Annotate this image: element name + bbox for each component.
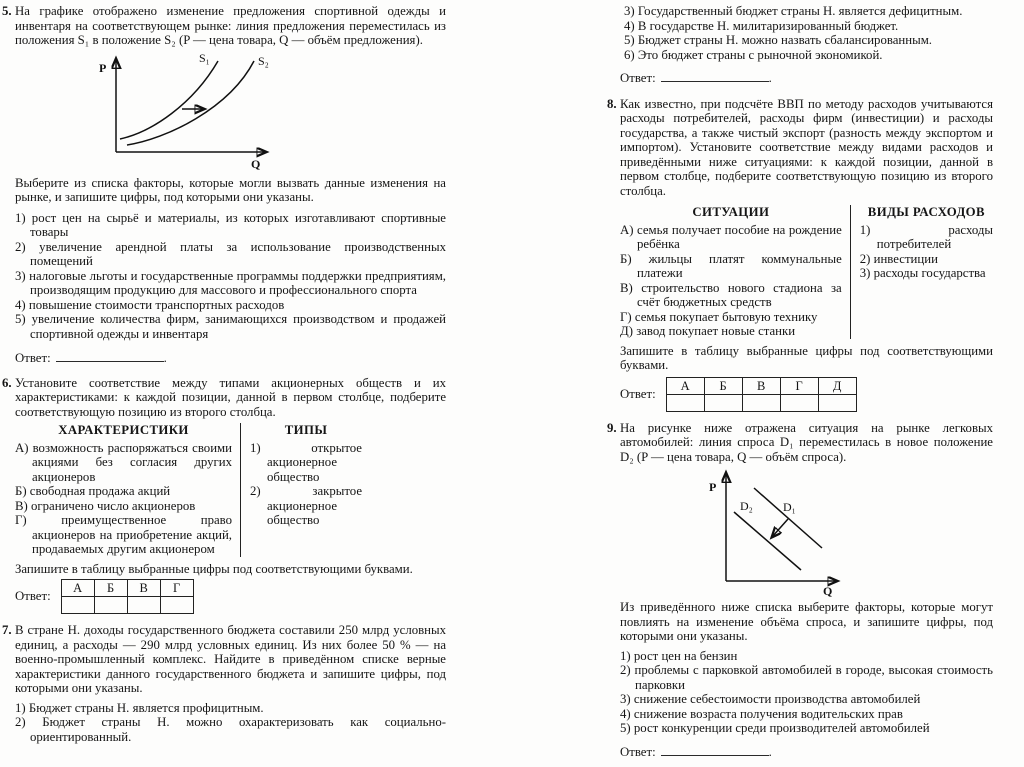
answer-label: Ответ: [15,351,51,365]
option-item: 1) рост цен на сырьё и материалы, из которых изготавливают спортивные товары [15,210,446,239]
question-8-write-note: Запишите в таблицу выбранные цифры под соответствующими буквами. [620,343,993,372]
types-header: ТИПЫ [284,423,328,437]
option-item: 6) Это бюджет страны с рыночной экономикой. [624,47,883,62]
answer-header-cell: Б [94,580,127,597]
answer-line-q7 [620,69,993,86]
question-8-number: 8. [607,96,617,111]
demand-shift-graph [700,466,993,596]
answer-header-cell: В [742,377,780,394]
match-item: Б) свободная продажа акций [15,484,171,498]
option-item: 1) рост цен на бензин [620,648,738,663]
question-5-prompt: Выберите из списка факторы, которые могли вызвать данные изменения на рынке, и запишите цифры, под которыми они указаны. [15,175,446,204]
question-7-options [15,701,446,745]
question-5 [2,4,446,48]
answer-label: Ответ: [15,589,51,604]
option-item: 3) налоговые льготы и государственные программы поддержки предприятиям, производящим продукцию для массового и профессионального спорта [15,268,446,297]
answer-cell [780,394,818,411]
option-item: 5) рост конкуренции среди производителей автомобилей [620,721,930,735]
option-item: 2) проблемы с парковкой автомобилей в городе, высокая стоимость парковки [620,663,993,692]
expense-types-header: ВИДЫ РАСХОДОВ [867,205,985,219]
option-item: 3) снижение себестоимости производства автомобилей [620,692,921,706]
question-5-options [15,211,446,342]
d1-label: D₁ [783,500,796,514]
question-7-options-continued [624,4,993,62]
match-item: 2) закрытое акционерное общество [250,484,362,527]
answer-cell [61,597,94,614]
answer-cell [818,394,856,411]
answer-blank [661,743,769,756]
question-9-prompt: Из приведённого ниже списка выберите факторы, которые могут повлиять на изменение объёма спроса, и запишите цифры, под которыми они указаны. [620,600,993,643]
question-6-number: 6. [2,375,12,390]
supply-curve-s1 [120,61,218,139]
left-column [2,3,446,744]
right-column [607,3,993,759]
option-item: 5) увеличение количества фирм, занимающихся производством и продажей спортивной одежды и инвентаря [15,312,446,341]
answer-header-cell: В [127,580,160,597]
option-item: 4) снижение возраста получения водительских прав [620,706,903,721]
option-item: 3) Государственный бюджет страны Н. является дефицитным. [624,4,963,18]
answer-blank [661,69,769,82]
match-item: Г) семья покупает бытовую технику [620,309,818,324]
match-item: Б) жильцы платят коммунальные платежи [620,251,842,280]
q-axis-label: Q [251,156,261,171]
answer-header-cell: Г [780,377,818,394]
answer-cell [127,597,160,614]
matching-table-q8 [620,205,993,339]
option-item: 4) повышение стоимости транспортных расходов [15,297,285,312]
answer-cell [704,394,742,411]
q-axis-label: Q [823,584,833,598]
answer-table-row-q6 [15,579,446,614]
answer-line-q9 [620,743,993,760]
match-item: В) ограничено число акционеров [15,498,196,513]
types-column [240,423,362,557]
question-9 [607,420,993,465]
match-item: А) возможность распоряжаться своими акциями без согласия других акционеров [15,440,232,484]
option-item: 2) увеличение арендной платы за использование производственных помещений [15,239,446,268]
answer-label: Ответ: [620,386,656,401]
answer-line-q5 [15,349,446,366]
question-9-options [620,649,993,736]
question-6-text: Установите соответствие между типами акционерных обществ и их характеристиками: к каждой позиции, данной в первом столбце, подберите соответствующую позицию из второго столбца. [15,375,446,419]
answer-blank [56,349,164,362]
question-7-number: 7. [2,623,12,637]
option-item: 4) В государстве Н. милитаризированный бюджет. [624,18,899,33]
supply-curve-s2 [127,61,254,145]
answer-dot: . [768,744,772,759]
answer-table-row-q8 [620,377,993,412]
answer-cell [94,597,127,614]
option-item: 5) Бюджет страны Н. можно назвать сбалансированным. [624,33,932,47]
situations-header: СИТУАЦИИ [692,205,770,219]
answer-dot: . [163,351,167,365]
p-axis-label: P [99,60,107,75]
shift-arrow-icon [772,519,788,537]
answer-header-cell: Б [704,377,742,394]
d2-label: D₂ [740,499,753,513]
option-item: 1) Бюджет страны Н. является профицитным. [15,700,264,715]
question-5-text: На графике отображено изменение предложения спортивной одежды и инвентаря на соответствующем рынке: линия предложения переместилась из положения S₁ в положение S₂ (P — цена товара, Q — объём предложения). [15,4,446,47]
answer-cell [160,597,193,614]
s1-label: S₁ [199,50,210,65]
characteristics-header: ХАРАКТЕРИСТИКИ [58,423,189,437]
answer-table-q6 [61,579,194,614]
expense-types-column [850,205,993,339]
answer-dot: . [768,71,772,85]
question-5-number: 5. [2,4,12,18]
answer-cell [742,394,780,411]
answer-label: Ответ: [620,744,656,759]
question-7 [2,623,446,696]
supply-shift-graph [94,51,446,171]
question-6 [2,375,446,420]
question-7-text: В стране Н. доходы государственного бюджета составили 250 млрд условных единиц, а расходы — 290 млрд условных единиц. Из них более 50 % — на военно-промышленный комплекс. Найдите в приведённом списке верные характеристики данного государственного бюджета и запишите цифры, под которыми они указаны. [15,623,446,695]
situations-column [620,205,850,339]
match-item: Д) завод покупает новые станки [620,324,796,338]
answer-table-q8 [666,377,857,412]
option-item: 2) Бюджет страны Н. можно охарактеризовать как социально-ориентированный. [15,715,446,744]
question-8 [607,96,993,199]
match-item: Г) преимущественное право акционеров на приобретение акций, продаваемых другим акционером [15,513,232,556]
answer-header-cell: Д [818,377,856,394]
match-item: В) строительство нового стадиона за счёт бюджетных средств [620,280,842,309]
question-9-number: 9. [607,420,617,435]
answer-cell [666,394,704,411]
match-item: 1) открытое акционерное общество [250,440,362,484]
answer-header-cell: Г [160,580,193,597]
match-item: 1) расходы потребителей [859,222,993,251]
match-item: 3) расходы государства [859,266,986,280]
p-axis-label: P [709,480,717,494]
match-item: 2) инвестиции [859,251,938,266]
match-item: А) семья получает пособие на рождение ребёнка [620,222,842,251]
characteristics-column [15,423,240,557]
answer-header-cell: А [666,377,704,394]
matching-table-q6 [15,423,446,557]
answer-label: Ответ: [620,71,656,85]
question-9-text: На рисунке ниже отражена ситуация на рынке легковых автомобилей: линия спроса D₁ переместилась в новое положение D₂ (P — цена товара, Q — объём спроса). [620,420,993,464]
question-8-text: Как известно, при подсчёте ВВП по методу расходов учитываются расходы потребителей, расходы фирм (инвестиции) и расходы государства, а также чистый экспорт (разность между экспортом и импортом). Установите соответствие между видами расходов и приведёнными ниже ситуациями: к каждой позиции, данной в первом столбце, подберите соответствующую позицию из второго столбца. [620,96,993,198]
s2-label: S₂ [258,53,269,68]
question-6-write-note: Запишите в таблицу выбранные цифры под соответствующими буквами. [15,561,413,576]
answer-header-cell: А [61,580,94,597]
